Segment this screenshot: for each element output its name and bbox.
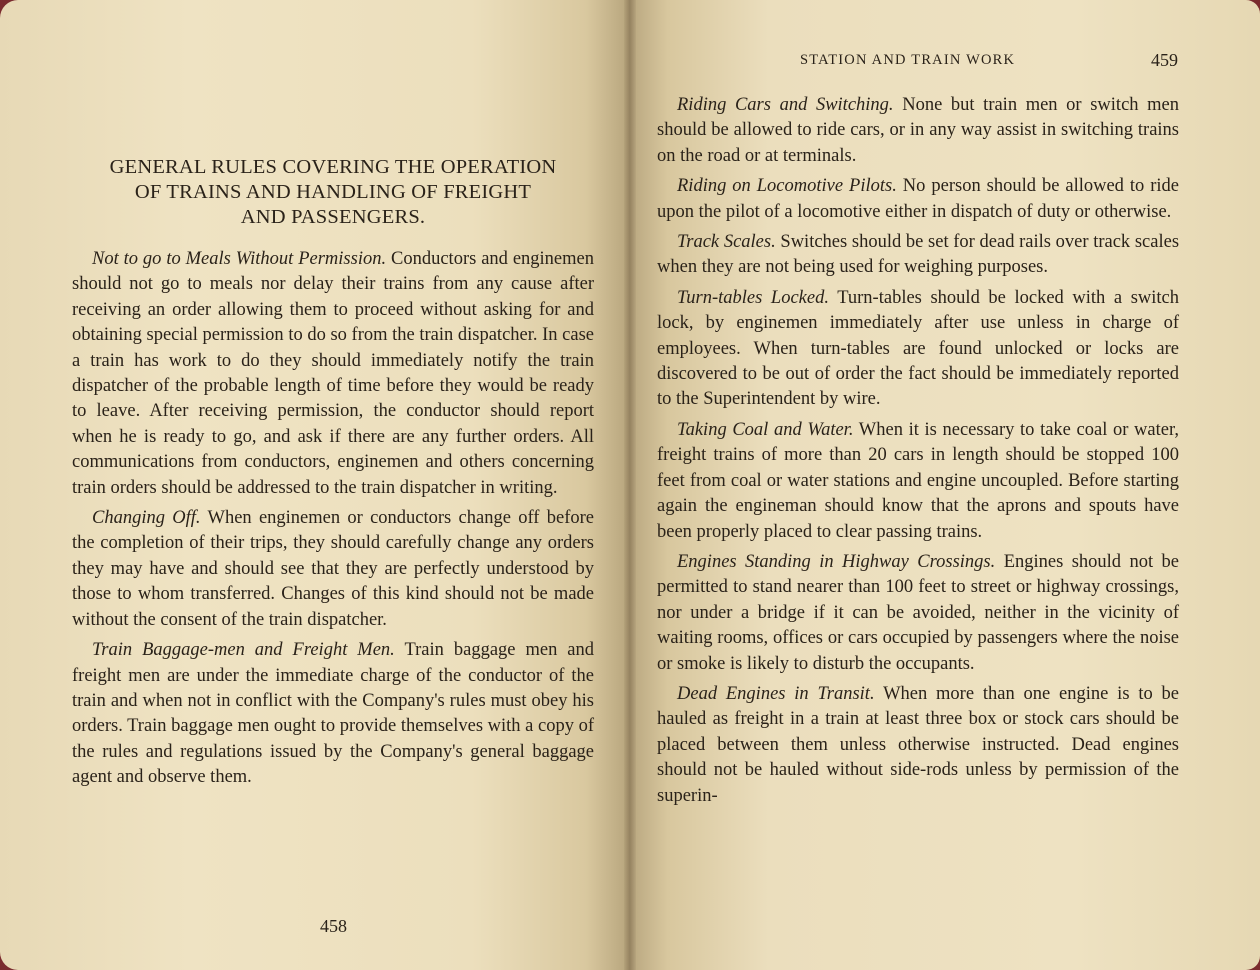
right-page	[630, 0, 1260, 970]
rule-title: Changing Off.	[92, 508, 201, 529]
rule-title: Taking Coal and Water.	[677, 419, 854, 440]
rule-body: When it is necessary to take coal or water, freight trains of more than 20 cars in length should be stopped 100 feet from coal or water stations and engine uncoupled. Before starting again the engineman should know that the aprons and spouts have been properly placed to clear passing trains.	[657, 419, 1179, 542]
rule-body: No person should be allowed to ride upon the pilot of a locomotive either in dispatch of duty or otherwise.	[657, 176, 1180, 222]
left-page-body	[72, 247, 594, 791]
rule-paragraph	[657, 418, 1179, 545]
rule-title: Riding Cars and Switching.	[677, 95, 894, 115]
heading-line: OF TRAINS AND HANDLING OF FREIGHT	[134, 181, 532, 203]
rule-title: Engines Standing in Highway Crossings.	[677, 551, 996, 572]
page-number: 459	[1151, 50, 1178, 70]
heading-line: GENERAL RULES COVERING THE OPERATION	[109, 156, 557, 178]
rule-title: Train Baggage-men and Freight Men.	[92, 640, 395, 661]
rule-title: Track Scales.	[677, 232, 776, 253]
rule-paragraph	[72, 247, 594, 501]
rule-paragraph	[657, 682, 1179, 809]
rule-title: Riding on Locomotive Pilots.	[677, 176, 897, 197]
rule-paragraph	[657, 230, 1179, 281]
running-head: STATION AND TRAIN WORK	[800, 52, 1016, 68]
book-gutter	[624, 0, 636, 970]
rule-body: None but train men or switch men should be allowed to ride cars, or in any way assist in switching trains on the road or at terminals.	[657, 95, 1180, 166]
rule-body: When more than one engine is to be hauled as freight in a train at least three box or stock cars should be placed between them unless otherwise instructed. Dead engines should not be hauled without side-rods unless by permission of the superin-	[657, 683, 1179, 806]
rule-body: Train baggage men and freight men are under the immediate charge of the conductor of the train and when not in conflict with the Company's rules must obey his orders. Train baggage men ought to provide themselves with a copy of the rules and regulations issued by the Company's general baggage agent and observe them.	[72, 640, 595, 788]
rule-paragraph	[657, 93, 1179, 169]
rule-paragraph	[72, 506, 594, 633]
rule-body: Engines should not be permitted to stand nearer than 100 feet to street or highway crossings, nor under a bridge if it can be avoided, neither in the vicinity of waiting rooms, offices or cars occupied by passengers where the noise or smoke is likely to disturb the occupants.	[657, 551, 1180, 674]
rule-title: Dead Engines in Transit.	[677, 683, 875, 704]
rule-body: Switches should be set for dead rails over track scales when they are not being used for weighing purposes.	[657, 232, 1180, 278]
rule-body: When enginemen or conductors change off before the completion of their trips, they should carefully change any orders they may have and should see that they are perfectly understood by those to whom transferred. Changes of this kind should not be made without the consent of the train dispatcher.	[72, 508, 594, 630]
heading-line: AND PASSENGERS.	[240, 206, 426, 228]
rule-title: Turn-tables Locked.	[677, 287, 829, 308]
rule-paragraph	[72, 638, 594, 790]
rule-title: Not to go to Meals Without Permission.	[92, 249, 387, 269]
section-heading	[68, 155, 598, 230]
rule-paragraph	[657, 174, 1179, 225]
rule-body: Conductors and enginemen should not go to meals nor delay their trains from any cause after receiving an order allowing them to proceed without asking for and obtaining special permission to do so from the train dispatcher. In case a train has work to do they should immediately notify the train dispatcher of the probable length of time before they would be ready to leave. After receiving permission, the conductor should report when he is ready to go, and ask if there are any further orders. All communications from conductors, enginemen and others concerning train orders should be addressed to the train dispatcher in writing.	[72, 249, 594, 498]
rule-paragraph	[657, 550, 1179, 677]
right-page-body	[657, 93, 1179, 809]
page-number: 458	[320, 916, 347, 936]
rule-paragraph	[657, 286, 1179, 413]
rule-body: Turn-tables should be locked with a switch lock, by enginemen immediately after use unless in charge of employees. When turn-tables are found unlocked or locks are discovered to be out of order the fact should be immediately reported to the Superintendent by wire.	[657, 287, 1179, 410]
